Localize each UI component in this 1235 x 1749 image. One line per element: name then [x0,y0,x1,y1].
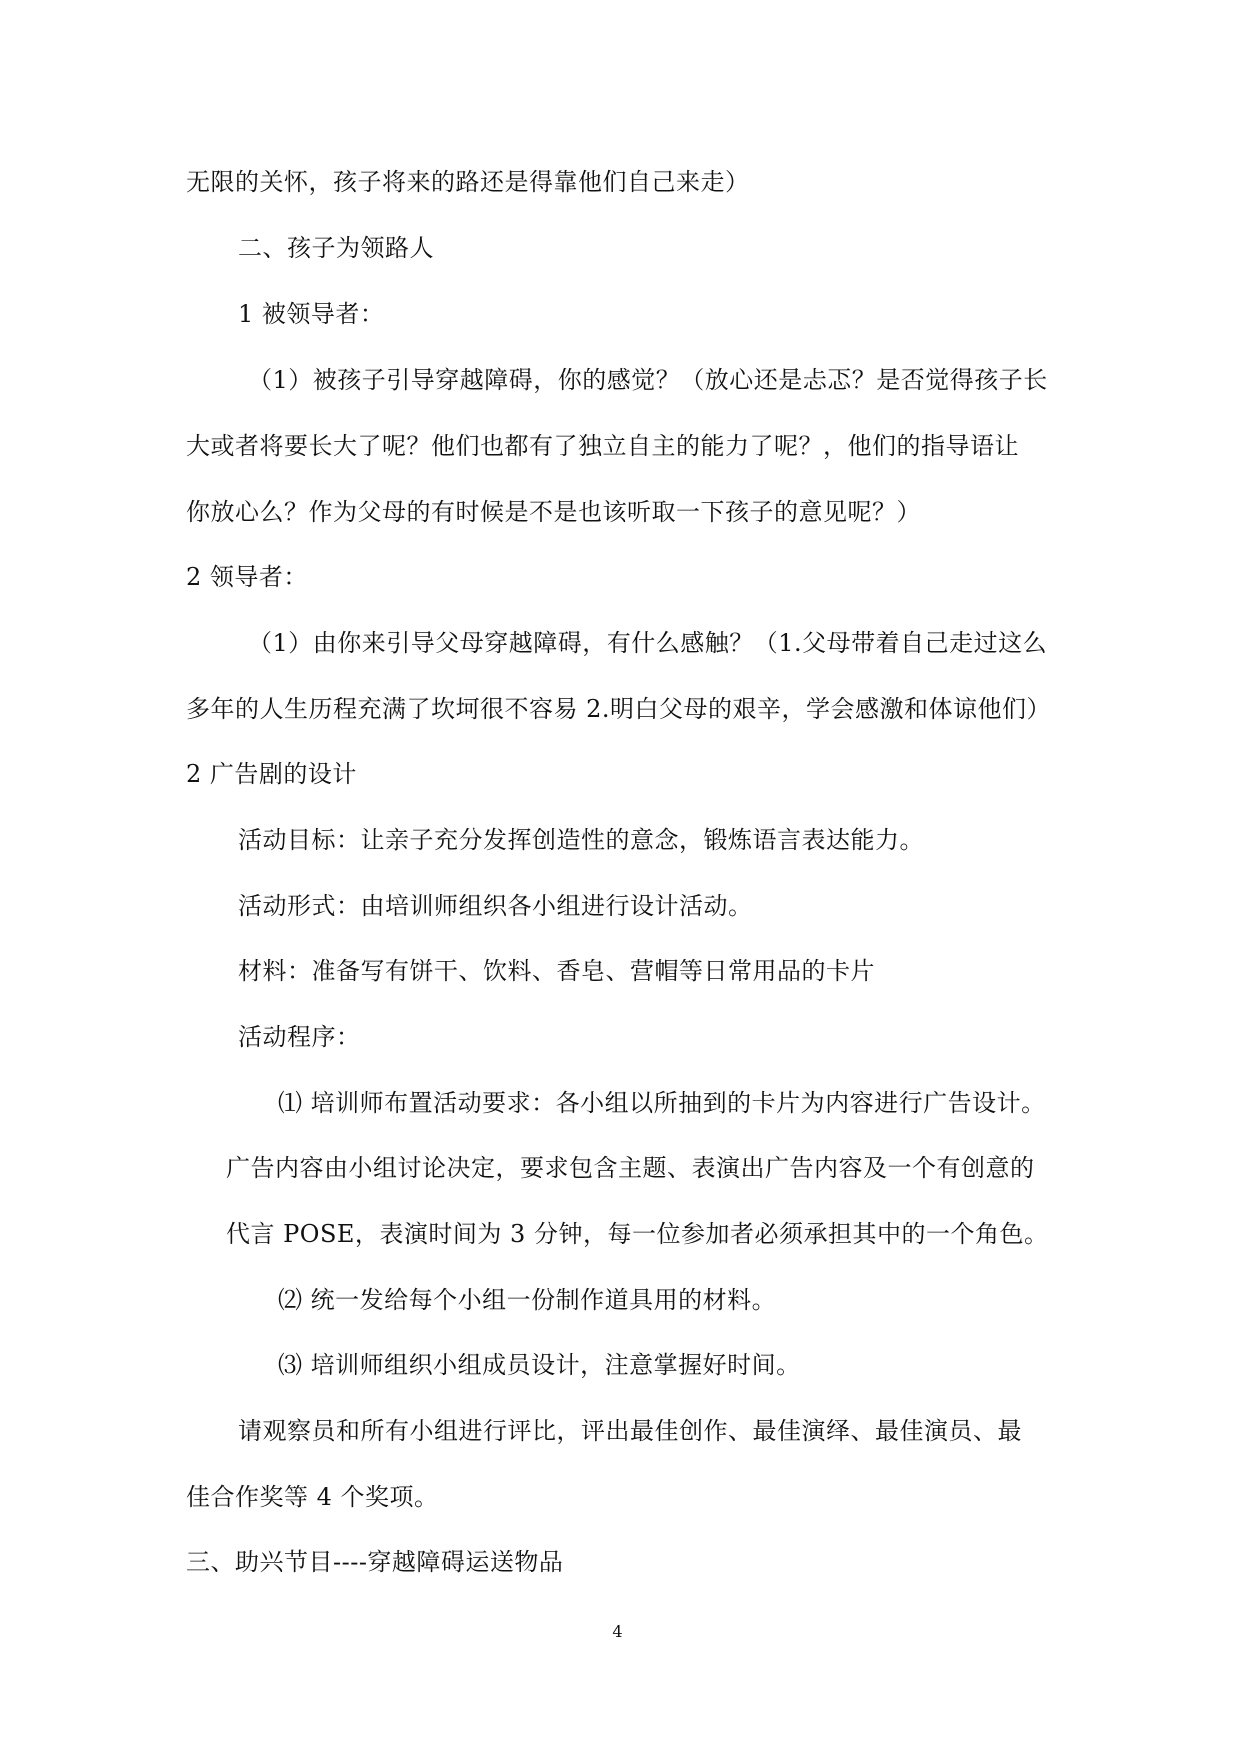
text-line: ⑴ 培训师布置活动要求：各小组以所抽到的卡片为内容进行广告设计。 [278,1089,1046,1117]
text-line: 请观察员和所有小组进行评比，评出最佳创作、最佳演绎、最佳演员、最 [238,1417,1022,1445]
text-line: 你放心么？作为父母的有时候是不是也该听取一下孩子的意见呢？） [186,498,921,526]
text-line: 多年的人生历程充满了坎坷很不容易 2.明白父母的艰辛，学会感激和体谅他们） [186,695,1052,723]
text-line: 广告内容由小组讨论决定，要求包含主题、表演出广告内容及一个有创意的 [226,1154,1035,1182]
subheading: 2 领导者： [186,563,308,591]
text-line: 活动形式：由培训师组织各小组进行设计活动。 [238,892,753,920]
text-line: （1）由你来引导父母穿越障碍，有什么感触？（1.父母带着自己走过这么 [248,629,1048,657]
text-line: 活动程序： [238,1023,361,1051]
section-heading: 二、孩子为领路人 [238,234,434,262]
text-line: 活动目标：让亲子充分发挥创造性的意念，锻炼语言表达能力。 [238,826,924,854]
text-line: 无限的关怀，孩子将来的路还是得靠他们自己来走） [186,168,750,196]
text-line: 材料：准备写有饼干、饮料、香皂、营帽等日常用品的卡片 [238,957,875,985]
text-line: 大或者将要长大了呢？他们也都有了独立自主的能力了呢？，他们的指导语让 [186,432,1019,460]
text-line: ⑵ 统一发给每个小组一份制作道具用的材料。 [278,1286,777,1314]
page-number: 4 [612,1622,623,1641]
text-line: 佳合作奖等 4 个奖项。 [186,1483,439,1511]
text-line: （1）被孩子引导穿越障碍，你的感觉？（放心还是忐忑？是否觉得孩子长 [248,366,1048,394]
subheading: 2 广告剧的设计 [186,760,357,788]
section-heading: 三、助兴节目----穿越障碍运送物品 [186,1548,564,1576]
text-line: 代言 POSE，表演时间为 3 分钟，每一位参加者必须承担其中的一个角色。 [226,1220,1049,1248]
text-line: ⑶ 培训师组织小组成员设计，注意掌握好时间。 [278,1351,801,1379]
subheading: 1 被领导者： [238,300,385,328]
